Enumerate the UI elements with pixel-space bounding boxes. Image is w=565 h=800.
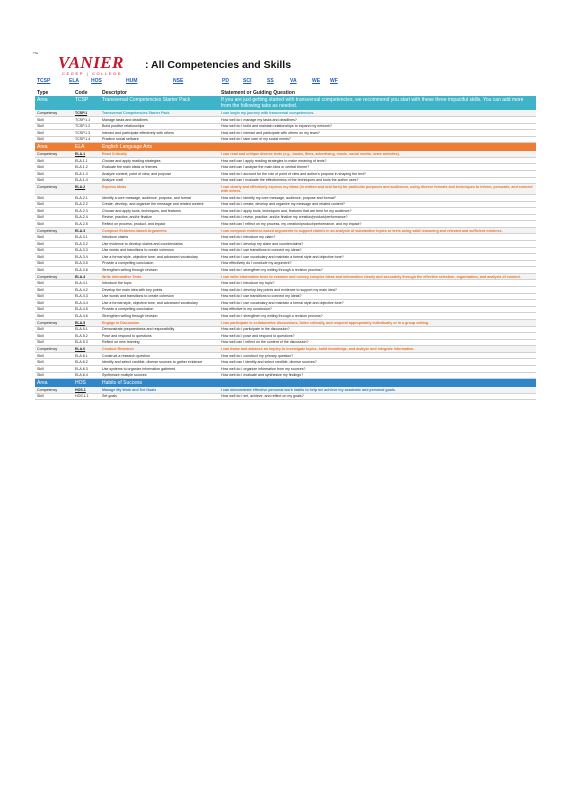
skill-row [35, 116, 536, 123]
nav-link-hum[interactable]: HUM [126, 78, 138, 84]
cell-statement: How well do I introduce my topic? [219, 280, 536, 287]
cell-type: Skill [35, 157, 73, 164]
skill-row [35, 352, 536, 359]
cell-code: ELA.6.1 [73, 352, 100, 359]
cell-type: Skill [35, 247, 73, 254]
cell-statement: How well can I evaluate the effectiveness of the techniques and tools the author uses? [219, 177, 536, 184]
cell-descriptor: Interact and participate effectively with others [100, 130, 219, 137]
skill-row [35, 130, 536, 137]
cell-code: ELA.2.5 [73, 221, 100, 228]
cell-descriptor: Reflect on process, product, and impact [100, 221, 219, 228]
skill-row [35, 287, 536, 294]
nav-link-ela[interactable]: ELA [69, 78, 79, 84]
cell-type: Skill [35, 116, 73, 123]
cell-code: ELA.3.2 [73, 240, 100, 247]
skill-row [35, 365, 536, 372]
cell-code: ELA.6.4 [73, 372, 100, 379]
cell-code: TCSP [73, 96, 100, 110]
skill-row [35, 280, 536, 287]
area-row [35, 96, 536, 110]
nav-link-ss[interactable]: SS [267, 78, 274, 84]
cell-code: ELA.3.6 [73, 267, 100, 274]
cell-descriptor: Engage in Discussion [100, 319, 219, 326]
cell-code: TCSP.1.4 [73, 136, 100, 143]
cell-code: TCSP.1.3 [73, 130, 100, 137]
header-code: Code [75, 89, 88, 96]
logo-wordmark: VANIER [58, 53, 124, 72]
skill-row [35, 372, 536, 379]
cell-statement: How well can I reflect on the content of the discussion? [219, 339, 536, 346]
cell-statement: How effective is my conclusion? [219, 306, 536, 313]
cell-statement: How effectively do I conclude my argument? [219, 260, 536, 267]
cell-code: ELA.4.2 [73, 287, 100, 294]
skill-row [35, 339, 536, 346]
cell-statement: How well do I build and maintain relationships to expand my network? [219, 123, 536, 130]
cell-descriptor: Conduct Research [100, 346, 219, 353]
cell-statement: How well do I use vocabulary and maintain a formal style and objective tone? [219, 254, 536, 261]
cell-code: ELA.2.3 [73, 208, 100, 215]
skill-row [35, 136, 536, 143]
skill-row [35, 240, 536, 247]
cell-statement: How well do I evaluate and synthesize my findings? [219, 372, 536, 379]
skill-row [35, 393, 536, 400]
cell-descriptor: Transversal Competencies Starter Pack [100, 110, 219, 116]
cell-descriptor: Express Ideas [100, 184, 219, 195]
skill-row [35, 171, 536, 178]
cell-code: ELA.1.1 [73, 157, 100, 164]
cell-type: Skill [35, 164, 73, 171]
cell-code[interactable]: ELA.1 [73, 151, 100, 157]
cell-type: Competency [35, 151, 73, 157]
skill-row [35, 293, 536, 300]
skill-row [35, 300, 536, 307]
cell-statement: How well do I strengthen my writing through a revision process? [219, 267, 536, 274]
cell-descriptor: Strengthen writing through revision [100, 267, 219, 274]
page-title: : All Competencies and Skills [145, 59, 292, 71]
nav-link-hos[interactable]: HOS [91, 78, 102, 84]
cell-type: Competency [35, 273, 73, 280]
skill-row [35, 177, 536, 184]
cell-code: ELA.3.5 [73, 260, 100, 267]
skill-row [35, 234, 536, 241]
cell-descriptor: Revise, practice, and/or finalize [100, 214, 219, 221]
cell-statement: How well do I apply tools, techniques and, features that are best for my audience? [219, 208, 536, 215]
cell-statement: How well do I use vocabulary and maintain a formal style and objective tone? [219, 300, 536, 307]
cell-code[interactable]: TCSP.1 [73, 110, 100, 116]
cell-code: ELA.4.6 [73, 313, 100, 320]
cell-type: Skill [35, 293, 73, 300]
nav-link-va[interactable]: VA [290, 78, 297, 84]
cell-descriptor: Use words and transitions to create cohesion [100, 293, 219, 300]
cell-code: ELA.5.1 [73, 326, 100, 333]
competency-row [35, 346, 536, 353]
cell-code[interactable]: ELA.3 [73, 227, 100, 234]
cell-descriptor: Use words and transitions to create cohesion [100, 247, 219, 254]
cell-type: Competency [35, 110, 73, 116]
logo-subtitle: CEGEP | COLLEGE [62, 71, 123, 76]
cell-descriptor: Create, develop, and organize the message and related content [100, 201, 219, 208]
cell-statement: How well do I identify my core message, audience, purpose and format? [219, 194, 536, 201]
cell-descriptor: Transversal Competencies Starter Pack [100, 96, 219, 110]
cell-descriptor: Introduce claims [100, 234, 219, 241]
skill-row [35, 157, 536, 164]
cell-descriptor: Evaluate the main ideas or themes [100, 164, 219, 171]
cell-descriptor: Provide a compelling conclusion [100, 306, 219, 313]
cell-descriptor: Develop the main idea with key points [100, 287, 219, 294]
cell-descriptor: Provide a compelling conclusion [100, 260, 219, 267]
cell-type: Skill [35, 359, 73, 366]
nav-link-tcsp[interactable]: TCSP [37, 78, 51, 84]
cell-descriptor: Strengthen writing through revision [100, 313, 219, 320]
nav-link-we[interactable]: WE [312, 78, 321, 84]
cell-code: ELA.1.2 [73, 164, 100, 171]
cell-descriptor: Analyze craft [100, 177, 219, 184]
cell-descriptor: Use a formal style, objective tone, and advanced vocabulary [100, 300, 219, 307]
cell-code: TCSP.1.1 [73, 116, 100, 123]
cell-statement: If you are just getting started with transversal competencies, we recommend you start with these three impactful skills. You can add more from the following tabs as needed. [219, 96, 536, 110]
cell-descriptor: Write Informative Texts [100, 273, 219, 280]
cell-descriptor: Set goals [100, 393, 219, 400]
cell-statement: I can write informative texts to examine and convey complex ideas and information clearly and accurately through the effective selection, organization, and analysis of content. [219, 273, 536, 280]
cell-type: Area [35, 143, 73, 152]
cell-type: Skill [35, 352, 73, 359]
cell-descriptor: Demonstrate preparedness and responsibility [100, 326, 219, 333]
skill-row [35, 313, 536, 320]
cell-statement: How well do I introduce my claim? [219, 234, 536, 241]
cell-type: Skill [35, 267, 73, 274]
cell-type: Competency [35, 346, 73, 353]
cell-code[interactable]: ELA.6 [73, 346, 100, 353]
cell-type: Area [35, 379, 73, 388]
cell-code[interactable]: ELA.4 [73, 273, 100, 280]
cell-descriptor: Identify a core message, audience, purpose, and format [100, 194, 219, 201]
cell-type: Skill [35, 339, 73, 346]
competency-row [35, 184, 536, 195]
cell-statement: I can clearly and effectively express my ideas (in written and oral form) for particular purposes and audiences, using diverse formats and techniques to inform, persuade, and connect with others. [219, 184, 536, 195]
cell-type: Skill [35, 287, 73, 294]
cell-descriptor: English Language Arts [100, 143, 219, 152]
nav-link-wf[interactable]: WF [330, 78, 338, 84]
cell-code: HOS [73, 379, 100, 388]
cell-statement: How well do I organize information from my sources? [219, 365, 536, 372]
cell-code: ELA [73, 143, 100, 152]
cell-type: Competency [35, 184, 73, 195]
cell-type: Skill [35, 136, 73, 143]
skill-row [35, 194, 536, 201]
cell-type: Skill [35, 326, 73, 333]
skill-row [35, 254, 536, 261]
cell-descriptor: Identify and select credible, diverse sources to gather evidence [100, 359, 219, 366]
area-nav [37, 78, 537, 86]
cell-descriptor: Compose Evidence-based Arguments [100, 227, 219, 234]
cell-type: Skill [35, 313, 73, 320]
cell-code: ELA.2.1 [73, 194, 100, 201]
cell-descriptor: Habits of Success [100, 379, 219, 388]
cell-statement: How well do I develop key points and evidence to support my main idea? [219, 287, 536, 294]
cell-code: ELA.5.3 [73, 339, 100, 346]
header-type: Type [37, 89, 49, 96]
cell-type: Skill [35, 260, 73, 267]
cell-statement [219, 379, 536, 388]
cell-code: ELA.6.3 [73, 365, 100, 372]
cell-code: ELA.3.3 [73, 247, 100, 254]
cell-code: HOS.1.1 [73, 393, 100, 400]
cell-descriptor: Use evidence to develop claims and counterclaims [100, 240, 219, 247]
skill-row [35, 214, 536, 221]
cell-type: Skill [35, 393, 73, 400]
cell-statement: How well do I strengthen my writing through a revision process? [219, 313, 536, 320]
header-statement: Statement or Guiding Question [221, 89, 295, 96]
cell-statement: How well do I construct my primary question? [219, 352, 536, 359]
skill-row [35, 359, 536, 366]
cell-code: ELA.6.2 [73, 359, 100, 366]
area-row [35, 379, 536, 388]
cell-statement: How well can I apply reading strategies to make meaning of texts? [219, 157, 536, 164]
area-row [35, 143, 536, 152]
cell-statement: How well do I manage my tasks and deadlines? [219, 116, 536, 123]
cell-code[interactable]: ELA.5 [73, 319, 100, 326]
skill-row [35, 260, 536, 267]
cell-code: ELA.1.3 [73, 171, 100, 178]
cell-type: Skill [35, 221, 73, 228]
cell-statement: How well do I interact and participate with others on my team? [219, 130, 536, 137]
cell-descriptor: Build positive relationships [100, 123, 219, 130]
cell-statement: How well do I set, achieve, and reflect on my goals? [219, 393, 536, 400]
cell-type: Skill [35, 365, 73, 372]
cell-type: Skill [35, 254, 73, 261]
cell-code: ELA.2.4 [73, 214, 100, 221]
logo-small-text: The [33, 51, 39, 55]
nav-link-pd[interactable]: PD [222, 78, 229, 84]
cell-type: Skill [35, 130, 73, 137]
cell-statement: I can demonstrate effective personal work habits to help me achieve my academic and personal goals. [219, 387, 536, 393]
competency-row [35, 319, 536, 326]
cell-descriptor: Use systems to organize information gathered [100, 365, 219, 372]
cell-statement: How well do I pose and respond to questions? [219, 333, 536, 340]
cell-descriptor: Practice social selfcare [100, 136, 219, 143]
cell-descriptor: Manage My Work and Set Goals [100, 387, 219, 393]
cell-statement: How well do I take care of my social needs? [219, 136, 536, 143]
cell-statement: I can frame and advance an inquiry to investigate topics, build knowledge, and analyze and integrate information. [219, 346, 536, 353]
cell-descriptor: Pose and respond to questions [100, 333, 219, 340]
cell-code: ELA.1.4 [73, 177, 100, 184]
cell-code: ELA.4.1 [73, 280, 100, 287]
cell-code: ELA.4.5 [73, 306, 100, 313]
cell-code[interactable]: ELA.2 [73, 184, 100, 195]
table-body [35, 96, 536, 399]
cell-statement: How well do I participate in the discussion? [219, 326, 536, 333]
cell-type: Skill [35, 372, 73, 379]
cell-statement [219, 143, 536, 152]
cell-code: TCSP.1.2 [73, 123, 100, 130]
nav-link-sci[interactable]: SCI [243, 78, 252, 84]
cell-type: Skill [35, 201, 73, 208]
header-descriptor: Descriptor [102, 89, 128, 96]
cell-code: ELA.2.2 [73, 201, 100, 208]
competencies-table [35, 89, 536, 400]
skill-row [35, 267, 536, 274]
cell-statement: How well do I use transitions to connect my ideas? [219, 293, 536, 300]
cell-type: Skill [35, 280, 73, 287]
cell-code[interactable]: HOS.1 [73, 387, 100, 393]
cell-statement: How well can I identify and select credible, diverse sources? [219, 359, 536, 366]
cell-statement: I can read and critique diverse texts (e.g., books, films, advertising, music, social media, news websites). [219, 151, 536, 157]
cell-statement: How well can I reflect on my process, my creation/product/performance, and my impact? [219, 221, 536, 228]
cell-code: ELA.5.2 [73, 333, 100, 340]
skill-row [35, 221, 536, 228]
cell-statement: How well can I analyse the main idea or central theme? [219, 164, 536, 171]
cell-statement: How well do I use transitions to connect my ideas? [219, 247, 536, 254]
cell-descriptor: Manage tasks and deadlines [100, 116, 219, 123]
cell-statement: How well do I revise, practice, and/or finalize my creation/product/performance? [219, 214, 536, 221]
cell-type: Skill [35, 194, 73, 201]
cell-statement: How well do I account for the role of point of view and author's purpose in shaping the text? [219, 171, 536, 178]
cell-code: ELA.3.4 [73, 254, 100, 261]
cell-type: Skill [35, 208, 73, 215]
competency-row [35, 273, 536, 280]
cell-descriptor: Synthesize multiple sources [100, 372, 219, 379]
skill-row [35, 164, 536, 171]
cell-descriptor: Use a formal style, objective tone, and advanced vocabulary [100, 254, 219, 261]
cell-statement: I can begin my journey with transversal competencies. [219, 110, 536, 116]
cell-type: Competency [35, 319, 73, 326]
cell-code: ELA.4.4 [73, 300, 100, 307]
skill-row [35, 208, 536, 215]
cell-descriptor: Reflect on new learning [100, 339, 219, 346]
cell-statement: How well do I develop my claim and counterclaims? [219, 240, 536, 247]
cell-code: ELA.3.1 [73, 234, 100, 241]
vanier-logo [58, 55, 128, 76]
nav-link-nse[interactable]: NSE [173, 78, 184, 84]
cell-type: Skill [35, 177, 73, 184]
cell-type: Skill [35, 123, 73, 130]
skill-row [35, 247, 536, 254]
table-header-row [35, 89, 536, 96]
cell-descriptor: Analyze context, point of view, and purpose [100, 171, 219, 178]
cell-descriptor: Read Critically [100, 151, 219, 157]
cell-descriptor: Introduce the topic [100, 280, 219, 287]
skill-row [35, 201, 536, 208]
cell-type: Skill [35, 333, 73, 340]
competency-row [35, 227, 536, 234]
cell-statement: How well do I create, develop and organize my message and related content? [219, 201, 536, 208]
cell-statement: I can participate in collaborative discussions, listen critically, and respond appropriately individually or in a group setting. [219, 319, 536, 326]
cell-type: Competency [35, 387, 73, 393]
skill-row [35, 326, 536, 333]
cell-statement: I can compose evidence-based arguments to support claim/s in an analysis of substantive topics or texts using valid reasoning and relevant and sufficient evidence. [219, 227, 536, 234]
cell-code: ELA.4.3 [73, 293, 100, 300]
cell-type: Competency [35, 227, 73, 234]
skill-row [35, 333, 536, 340]
cell-type: Skill [35, 234, 73, 241]
cell-type: Skill [35, 171, 73, 178]
cell-type: Skill [35, 214, 73, 221]
cell-descriptor: Choose and apply reading strategies [100, 157, 219, 164]
skill-row [35, 123, 536, 130]
cell-descriptor: Choose and apply tools, techniques, and features [100, 208, 219, 215]
cell-type: Skill [35, 240, 73, 247]
cell-type: Area [35, 96, 73, 110]
cell-descriptor: Construct a research question [100, 352, 219, 359]
skill-row [35, 306, 536, 313]
cell-type: Skill [35, 306, 73, 313]
cell-type: Skill [35, 300, 73, 307]
